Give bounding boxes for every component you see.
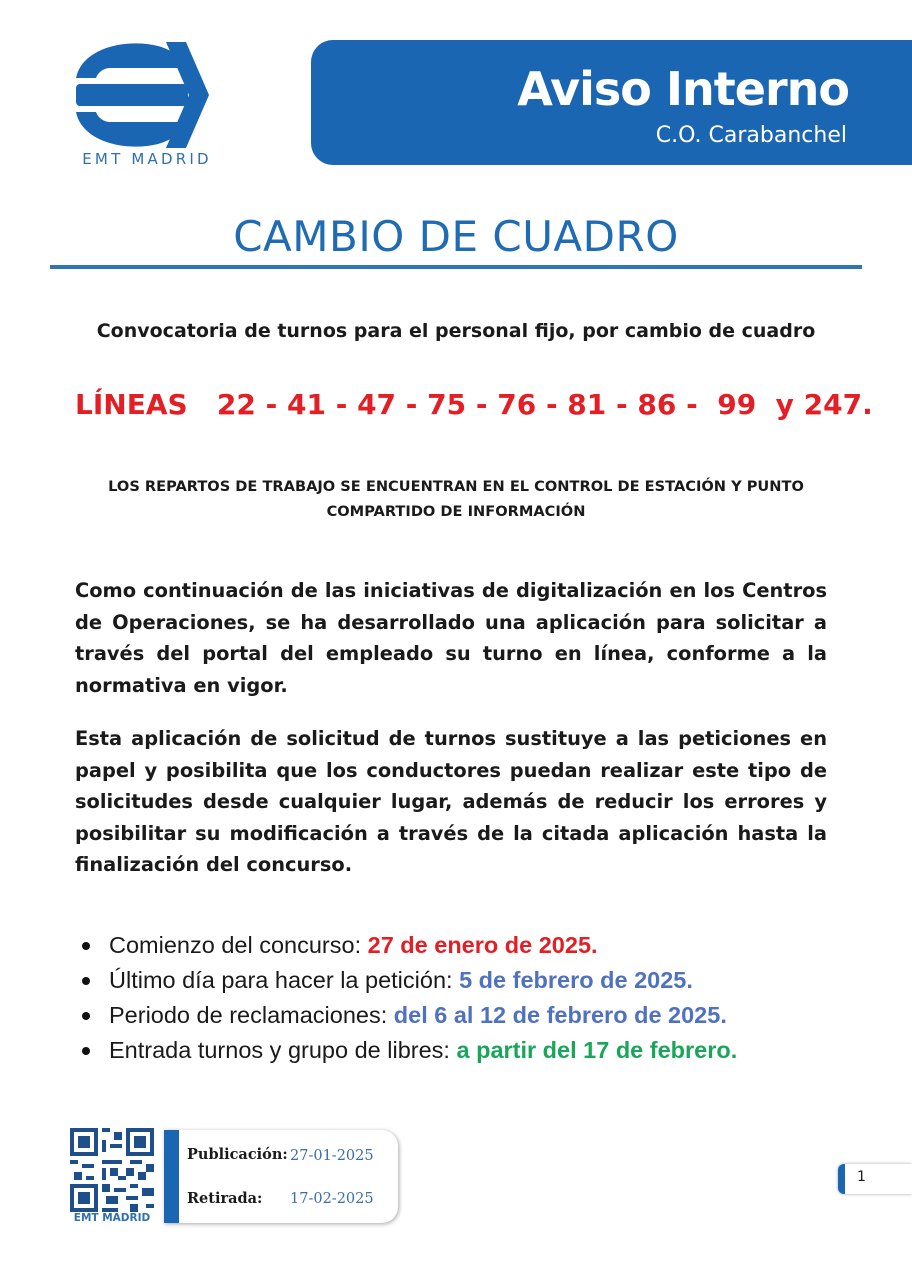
document-title: CAMBIO DE CUADRO xyxy=(233,212,679,261)
paragraph-digitalization: Como continuación de las iniciativas de digitalización en los Centros de Operaciones, se ha desarrollado una aplicación para solicitar a través del portal del empleado su turno en línea, conforme a la normativa en vigor. xyxy=(75,579,827,697)
withdrawal-date: 17-02-2025 xyxy=(290,1191,374,1207)
list-item xyxy=(80,963,737,998)
qr-code-icon xyxy=(70,1128,154,1212)
bullet-value: a partir del 17 de febrero. xyxy=(456,1037,738,1063)
publication-info-box xyxy=(164,1130,398,1223)
list-item xyxy=(80,928,737,963)
publication-accent-bar xyxy=(164,1130,179,1223)
qr-caption: EMT MADRID xyxy=(73,1212,151,1224)
publication-date: 27-01-2025 xyxy=(290,1148,374,1164)
header-banner xyxy=(311,40,912,165)
bullet-label: Comienzo del concurso: xyxy=(109,932,368,958)
banner-subtitle: C.O. Carabanchel xyxy=(655,123,847,148)
bus-lines: LÍNEAS 22 - 41 - 47 - 75 - 76 - 81 - 86 - 99 y 247. xyxy=(75,388,873,421)
paragraph-application: Esta aplicación de solicitud de turnos sustituye a las peticiones en papel y posibilita que los conductores puedan realizar este tipo de solicitudes desde cualquier lugar, además de reducir los errores y posibilitar su modificación a través de la citada aplicación hasta la finalización del concurso. xyxy=(75,727,827,877)
list-item xyxy=(80,1033,737,1068)
bullet-label: Entrada turnos y grupo de libres: xyxy=(109,1037,457,1063)
banner-title: Aviso Interno xyxy=(517,62,849,116)
document-subtitle: Convocatoria de turnos para el personal fijo, por cambio de cuadro xyxy=(96,320,816,342)
bullet-icon xyxy=(82,942,90,950)
bullet-label: Periodo de reclamaciones: xyxy=(109,1002,394,1028)
title-divider xyxy=(50,265,862,269)
notice-text: LOS REPARTOS DE TRABAJO SE ENCUENTRAN EN EL CONTROL DE ESTACIÓN Y PUNTO COMPARTIDO DE INFORMACIÓN xyxy=(108,478,804,520)
withdrawal-label: Retirada: xyxy=(187,1190,263,1207)
bullet-icon xyxy=(82,977,90,985)
bullet-value: del 6 al 12 de febrero de 2025. xyxy=(393,1002,727,1028)
bullet-label: Último día para hacer la petición: xyxy=(109,967,460,993)
page-number-accent xyxy=(838,1164,845,1194)
bullet-value: 5 de febrero de 2025. xyxy=(459,967,693,993)
page-number-tab xyxy=(838,1164,912,1194)
logo-wordmark: EMT MADRID xyxy=(82,150,212,168)
dates-list xyxy=(80,928,737,1068)
bullet-icon xyxy=(82,1047,90,1055)
list-item xyxy=(80,998,737,1033)
publication-label: Publicación: xyxy=(187,1146,288,1163)
page-number: 1 xyxy=(857,1169,866,1185)
bullet-value: 27 de enero de 2025. xyxy=(367,932,598,958)
bullet-icon xyxy=(82,1012,90,1020)
